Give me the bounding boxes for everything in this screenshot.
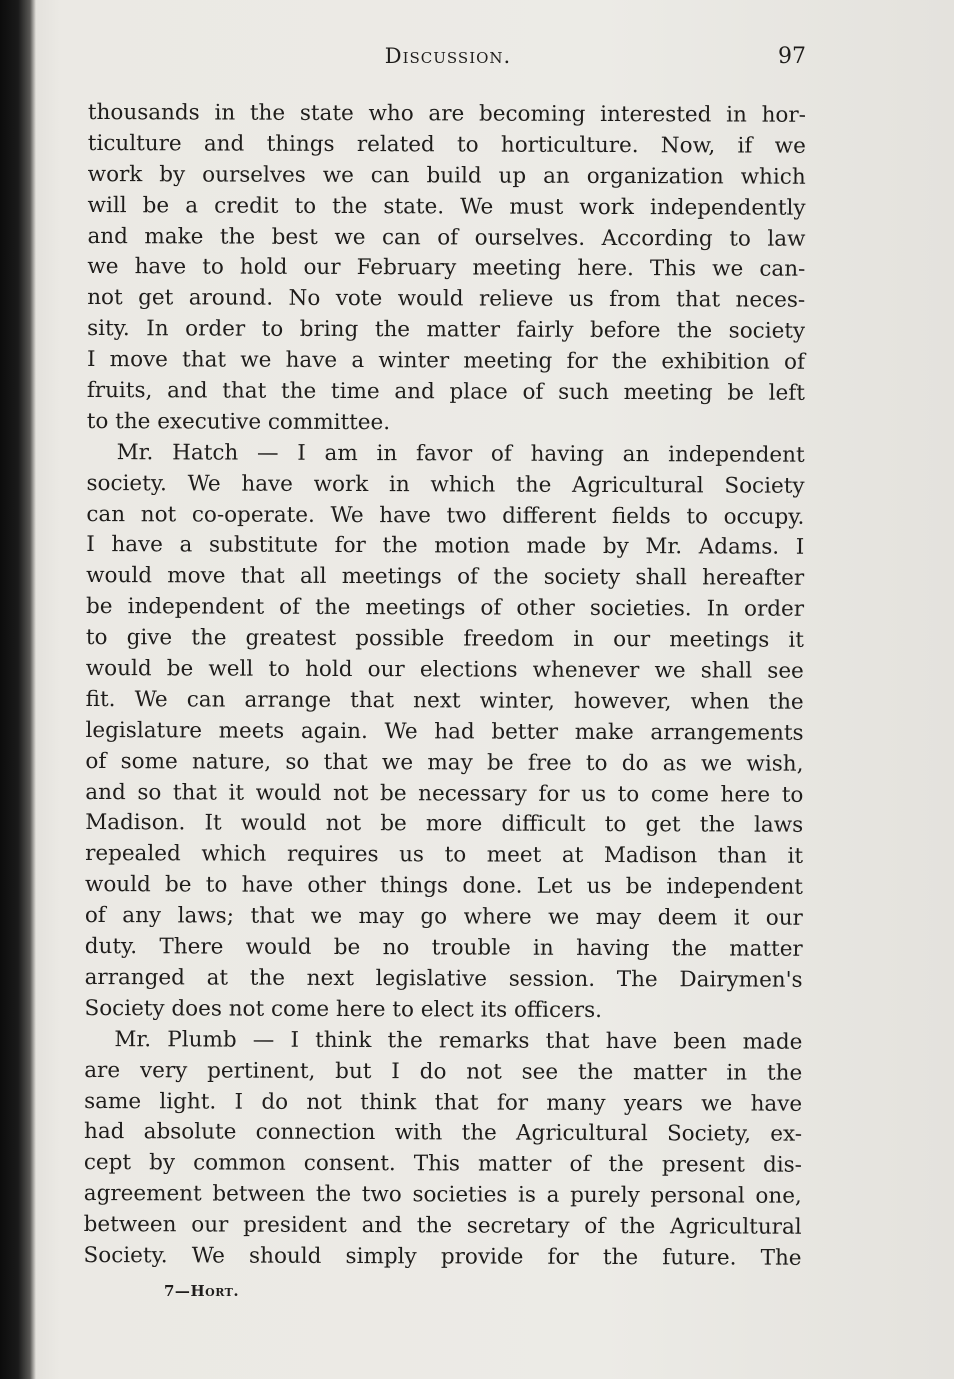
text-line: sity. In order to bring the matter fairly before the society — [87, 316, 806, 344]
page-title: Discussion. — [384, 44, 512, 68]
text-line: repealed which requires us to meet at Madison than it — [85, 841, 804, 870]
text-line: of any laws; that we may go where we may deem it our — [84, 903, 803, 931]
text-line: Society. We should simply provide for the future. The — [83, 1242, 802, 1271]
text-line: had absolute connection with the Agricultural Society, ex- — [83, 1119, 803, 1148]
text-line: society. We have work in which the Agricultural Society — [86, 470, 805, 499]
page-number: 97 — [778, 44, 806, 69]
text-line: Mr. Plumb — I think the remarks that have been made — [114, 1026, 803, 1055]
text-line: fruits, and that the time and place of such meeting be left — [86, 378, 805, 406]
text-line: thousands in the state who are becoming interested in hor- — [87, 99, 806, 128]
text-line: would be well to hold our elections whenever we shall see — [85, 656, 804, 684]
text-line: to give the greatest possible freedom in our meetings it — [85, 625, 804, 653]
text-line: cept by common consent. This matter of the present dis- — [83, 1150, 802, 1179]
text-line: agreement between the two societies is a purely personal one, — [83, 1181, 802, 1209]
text-line: Mr. Hatch — I am in favor of having an independent — [116, 439, 805, 468]
text-line: be independent of the meetings of other societies. In order — [85, 594, 805, 623]
running-head — [90, 44, 806, 74]
text-line: I move that we have a winter meeting for the exhibition of — [86, 347, 806, 375]
text-line: Society does not come here to elect its officers. — [84, 995, 603, 1023]
text-line: legislature meets again. We had better make arrangements — [85, 717, 804, 746]
text-line: we have to hold our February meeting here. This we can- — [87, 254, 806, 283]
text-line: will be a credit to the state. We must work independently — [87, 192, 806, 221]
text-line: arranged at the next legislative session. The Dairymen's — [84, 964, 803, 993]
text-line: would move that all meetings of the society shall hereafter — [86, 563, 805, 592]
text-line: and so that it would not be necessary for us to come here to — [85, 779, 804, 808]
text-line: not get around. No vote would relieve us from that neces- — [87, 285, 806, 314]
text-line: would be to have other things done. Let us be independent — [84, 872, 804, 901]
text-line: I have a substitute for the motion made by Mr. Adams. I — [86, 532, 805, 561]
text-line: fit. We can arrange that next winter, however, when the — [85, 686, 804, 715]
text-line: between our president and the secretary of the Agricultural — [83, 1212, 802, 1240]
text-line: duty. There would be no trouble in having the matter — [84, 934, 803, 962]
text-line: and make the best we can of ourselves. According to law — [87, 223, 806, 252]
text-line: Madison. It would not be more difficult to get the laws — [85, 810, 804, 839]
signature-number: 7— — [164, 1282, 191, 1300]
text-line: ticulture and things related to horticulture. Now, if we — [87, 130, 806, 159]
text-line: can not co-operate. We have two different fields to occupy. — [86, 501, 805, 530]
binding-edge — [0, 0, 36, 1379]
text-line: are very pertinent, but I do not see the matter in the — [84, 1057, 803, 1086]
text-line: of some nature, so that we may be free to do as we wish, — [85, 748, 804, 777]
text-line: work by ourselves we can build up an organization which — [87, 161, 806, 190]
text-line: same light. I do not think that for many years we have — [84, 1088, 803, 1117]
signature-mark — [164, 1282, 239, 1300]
text-line: to the executive committee. — [86, 408, 391, 436]
signature-word: Hort. — [190, 1282, 240, 1300]
body-text — [83, 98, 806, 1275]
